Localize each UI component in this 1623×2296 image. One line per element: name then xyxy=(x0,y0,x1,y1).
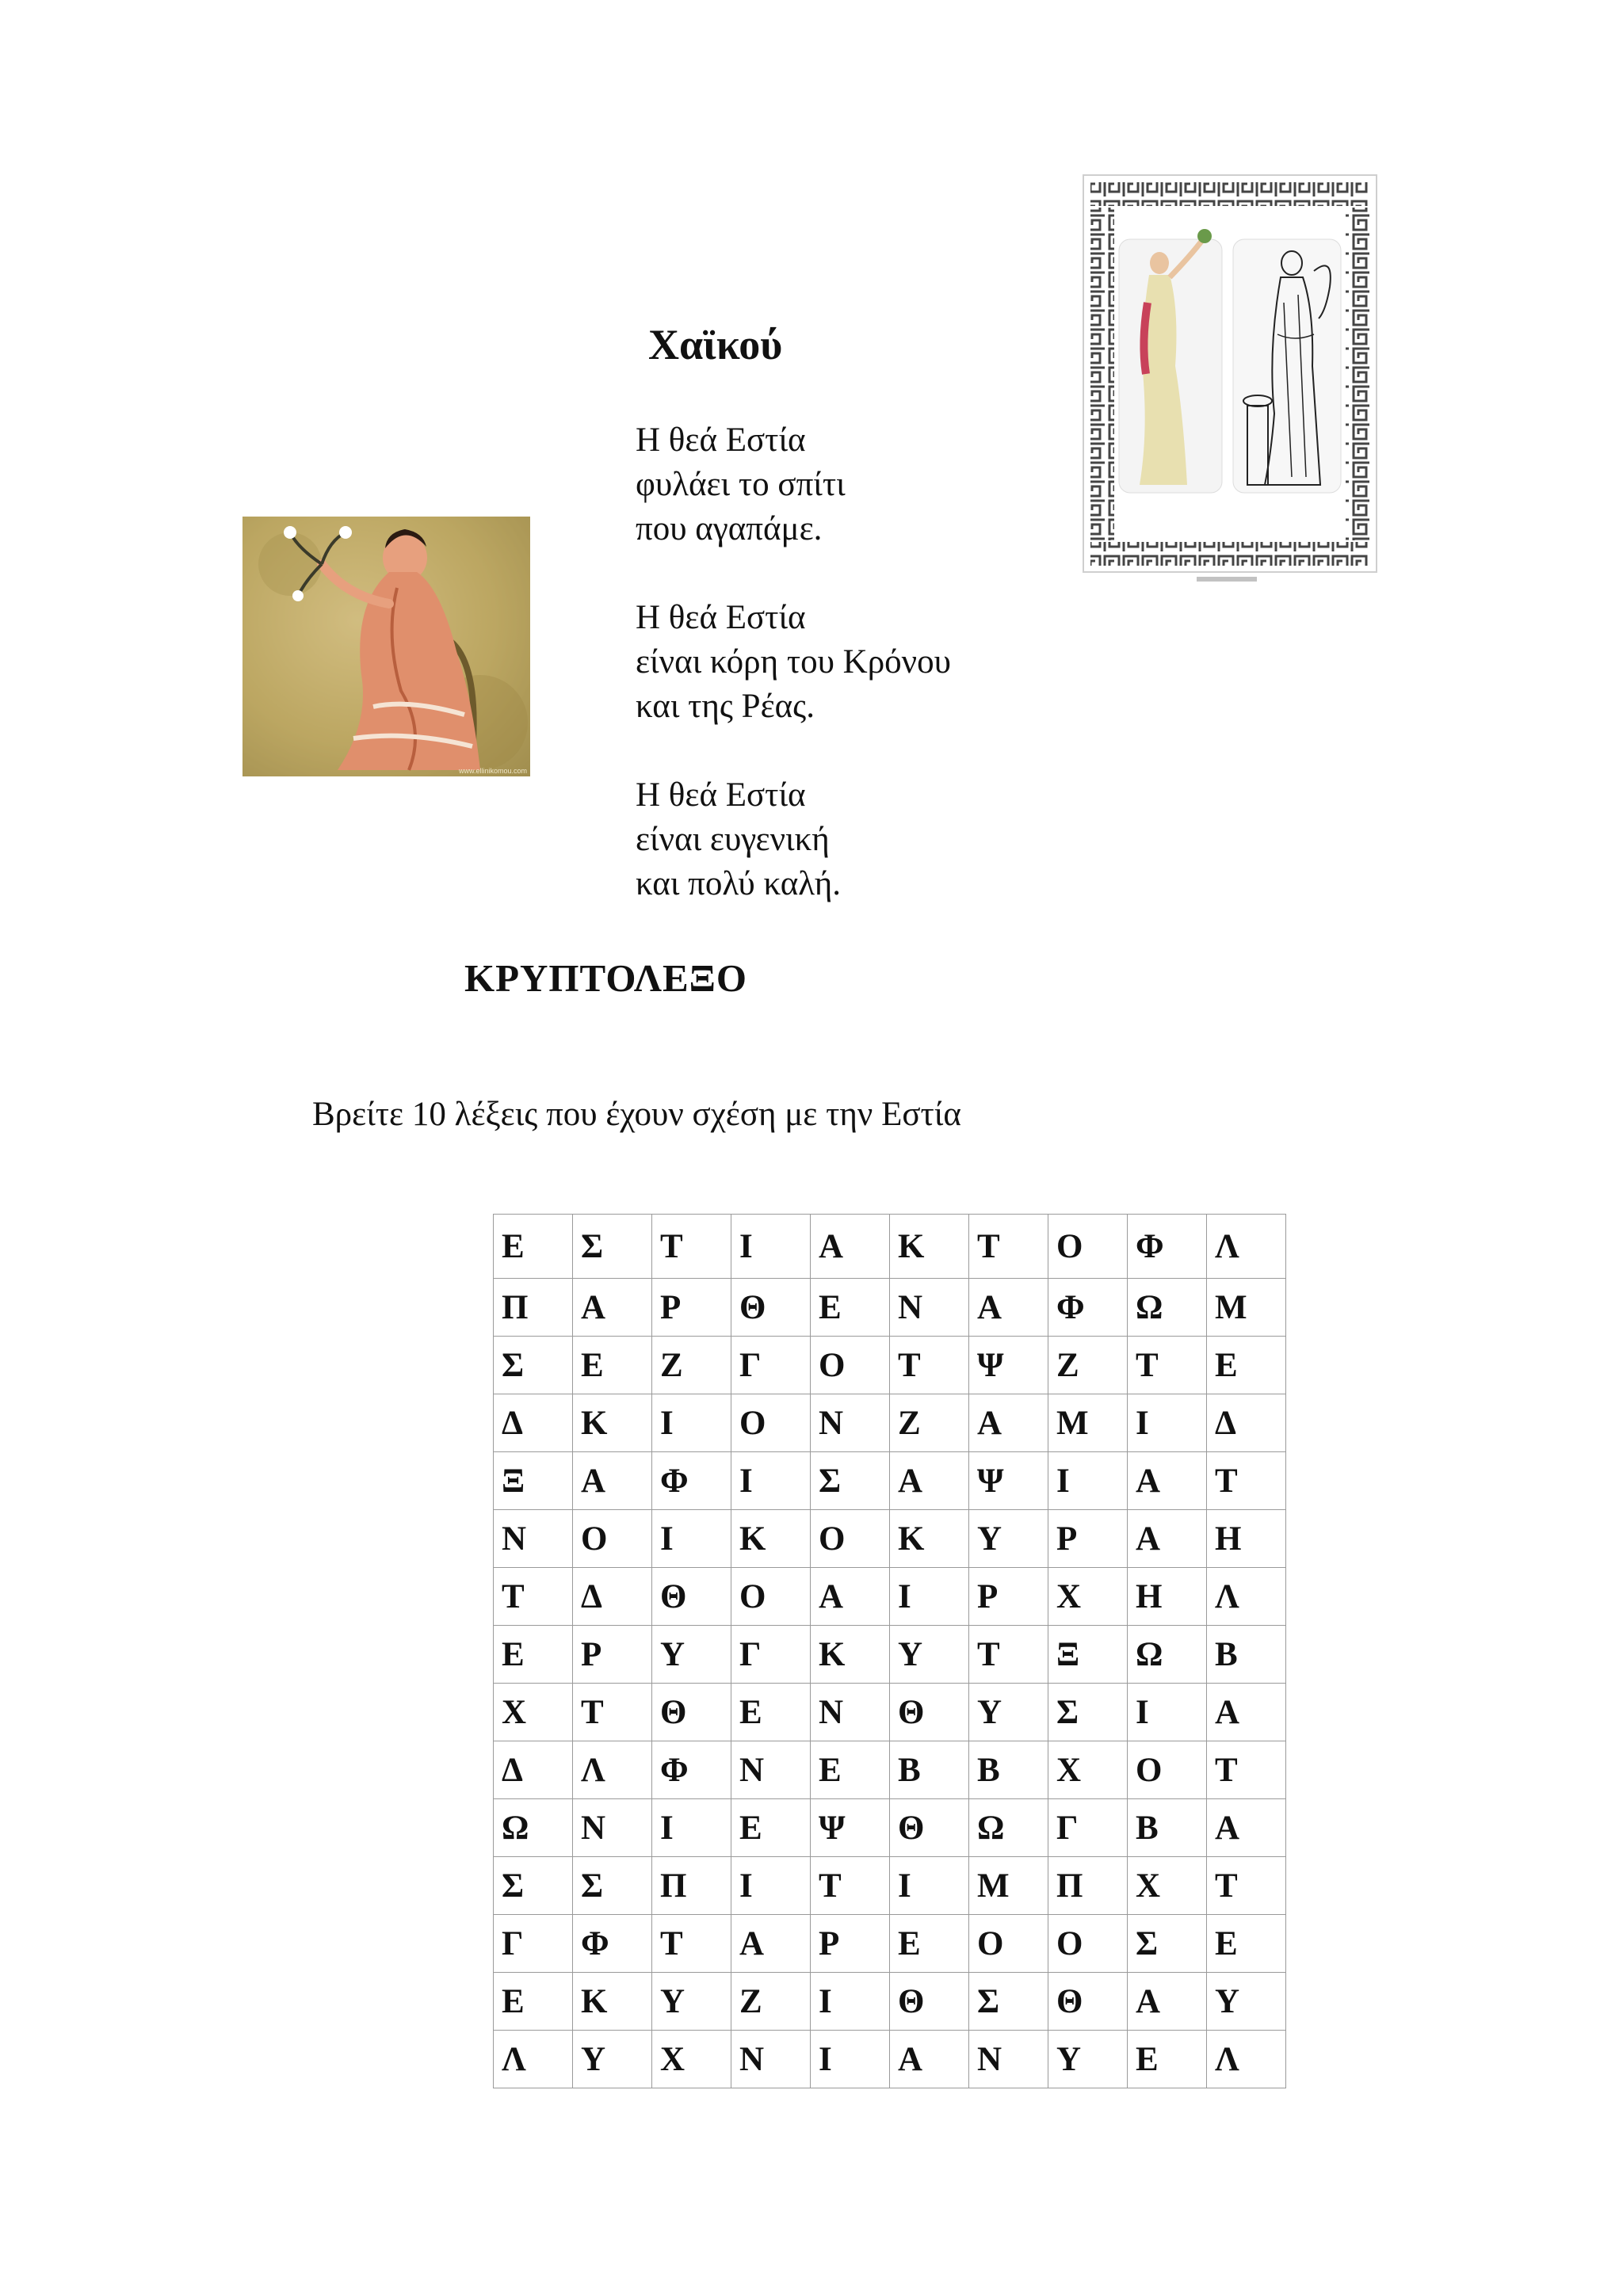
grid-row xyxy=(494,1684,1286,1741)
grid-cell: Λ xyxy=(573,1741,652,1799)
grid-cell: Ο xyxy=(969,1915,1048,1973)
fresco-watermark: www.ellinikomou.com xyxy=(458,767,527,775)
haiku-title: Χαϊκού xyxy=(648,321,783,368)
grid-cell: Ν xyxy=(731,1741,811,1799)
grid-cell: Υ xyxy=(1048,2031,1128,2088)
grid-cell: Α xyxy=(811,1568,890,1626)
grid-cell: Β xyxy=(969,1741,1048,1799)
grid-cell: Σ xyxy=(969,1973,1048,2031)
grid-cell: Ι xyxy=(811,2031,890,2088)
grid-cell: Φ xyxy=(573,1915,652,1973)
grid-cell: Ι xyxy=(1048,1452,1128,1510)
grid-cell: Υ xyxy=(969,1510,1048,1568)
grid-row xyxy=(494,1394,1286,1452)
haiku-line: και της Ρέας. xyxy=(636,688,815,725)
grid-cell: Θ xyxy=(890,1684,969,1741)
grid-cell: Ο xyxy=(1048,1915,1128,1973)
wordsearch-grid xyxy=(493,1214,1286,2088)
grid-cell: Ε xyxy=(494,1626,573,1684)
grid-cell: Δ xyxy=(494,1741,573,1799)
grid-cell: Ν xyxy=(969,2031,1048,2088)
grid-cell: Θ xyxy=(890,1973,969,2031)
grid-cell: Θ xyxy=(652,1684,731,1741)
grid-cell: Ψ xyxy=(969,1337,1048,1394)
grid-row xyxy=(494,1215,1286,1279)
grid-cell: Τ xyxy=(969,1215,1048,1279)
grid-cell: Ι xyxy=(890,1568,969,1626)
grid-cell: Η xyxy=(1207,1510,1286,1568)
grid-cell: Ι xyxy=(731,1857,811,1915)
grid-cell: Τ xyxy=(890,1337,969,1394)
grid-cell: Ε xyxy=(890,1915,969,1973)
grid-cell: Ζ xyxy=(731,1973,811,2031)
grid-cell: Ι xyxy=(731,1215,811,1279)
grid-cell: Ι xyxy=(1128,1394,1207,1452)
grid-cell: Β xyxy=(1207,1626,1286,1684)
grid-cell: Ρ xyxy=(969,1568,1048,1626)
haiku-line: φυλάει το σπίτι xyxy=(636,466,846,503)
grid-cell: Ν xyxy=(731,2031,811,2088)
grid-cell: Ψ xyxy=(811,1799,890,1857)
grid-cell: Α xyxy=(890,1452,969,1510)
grid-cell: Ο xyxy=(811,1510,890,1568)
grid-row xyxy=(494,1510,1286,1568)
grid-cell: Υ xyxy=(652,1973,731,2031)
grid-cell: Ε xyxy=(494,1215,573,1279)
grid-cell: Τ xyxy=(1207,1741,1286,1799)
grid-cell: Β xyxy=(1128,1799,1207,1857)
grid-cell: Α xyxy=(811,1215,890,1279)
grid-cell: Γ xyxy=(731,1337,811,1394)
grid-cell: Δ xyxy=(573,1568,652,1626)
grid-cell: Γ xyxy=(731,1626,811,1684)
wordsearch-title: ΚΡΥΠΤΟΛΕΞΟ xyxy=(464,956,747,1000)
grid-cell: Ρ xyxy=(652,1279,731,1337)
grid-cell: Ω xyxy=(1128,1626,1207,1684)
grid-cell: Σ xyxy=(1128,1915,1207,1973)
seated-goddess-icon xyxy=(242,517,530,776)
grid-cell: Φ xyxy=(652,1741,731,1799)
grid-cell: Ζ xyxy=(1048,1337,1128,1394)
grid-cell: Ρ xyxy=(1048,1510,1128,1568)
grid-cell: Ν xyxy=(573,1799,652,1857)
grid-cell: Υ xyxy=(573,2031,652,2088)
grid-cell: Ω xyxy=(1128,1279,1207,1337)
haiku-line: Η θεά Εστία xyxy=(636,599,806,636)
grid-cell: Υ xyxy=(890,1626,969,1684)
grid-cell: Ε xyxy=(573,1337,652,1394)
grid-cell: Ο xyxy=(731,1568,811,1626)
grid-cell: Ν xyxy=(811,1684,890,1741)
grid-cell: Ε xyxy=(811,1279,890,1337)
grid-cell: Λ xyxy=(1207,1215,1286,1279)
grid-cell: Σ xyxy=(494,1337,573,1394)
grid-cell: Ω xyxy=(494,1799,573,1857)
grid-cell: Κ xyxy=(731,1510,811,1568)
grid-cell: Χ xyxy=(494,1684,573,1741)
grid-cell: Ζ xyxy=(652,1337,731,1394)
hestia-fresco-image xyxy=(242,517,530,776)
grid-cell: Σ xyxy=(1048,1684,1128,1741)
grid-cell: Α xyxy=(1128,1510,1207,1568)
grid-cell: Τ xyxy=(652,1915,731,1973)
grid-row xyxy=(494,1973,1286,2031)
grid-cell: Τ xyxy=(969,1626,1048,1684)
haiku-line: είναι κόρη του Κρόνου xyxy=(636,643,951,681)
grid-cell: Ζ xyxy=(890,1394,969,1452)
image-credit-mark xyxy=(1195,574,1258,585)
grid-cell: Ψ xyxy=(969,1452,1048,1510)
grid-cell: Θ xyxy=(731,1279,811,1337)
grid-cell: Λ xyxy=(1207,1568,1286,1626)
grid-cell: Ρ xyxy=(811,1915,890,1973)
grid-row xyxy=(494,1741,1286,1799)
grid-cell: Τ xyxy=(1207,1452,1286,1510)
wordsearch-instruction: Βρείτε 10 λέξεις που έχουν σχέση με την Εστία xyxy=(312,1096,961,1133)
grid-cell: Ι xyxy=(1128,1684,1207,1741)
grid-cell: Κ xyxy=(890,1510,969,1568)
grid-cell: Ι xyxy=(890,1857,969,1915)
grid-cell: Χ xyxy=(1128,1857,1207,1915)
grid-cell: Σ xyxy=(573,1857,652,1915)
grid-cell: Ι xyxy=(652,1394,731,1452)
grid-cell: Μ xyxy=(1207,1279,1286,1337)
grid-cell: Μ xyxy=(969,1857,1048,1915)
grid-cell: Α xyxy=(890,2031,969,2088)
grid-cell: Φ xyxy=(652,1452,731,1510)
haiku-poem xyxy=(636,418,951,951)
grid-cell: Δ xyxy=(1207,1394,1286,1452)
grid-cell: Ο xyxy=(811,1337,890,1394)
grid-row xyxy=(494,1279,1286,1337)
grid-cell: Κ xyxy=(573,1394,652,1452)
grid-row xyxy=(494,1857,1286,1915)
haiku-stanza-2 xyxy=(636,596,951,729)
greek-key-frame-goddesses-icon xyxy=(1084,176,1376,571)
grid-cell: Λ xyxy=(1207,2031,1286,2088)
grid-cell: Α xyxy=(1207,1799,1286,1857)
grid-cell: Β xyxy=(890,1741,969,1799)
grid-cell: Ο xyxy=(1128,1741,1207,1799)
grid-cell: Ε xyxy=(1207,1915,1286,1973)
grid-cell: Π xyxy=(652,1857,731,1915)
grid-cell: Ε xyxy=(731,1799,811,1857)
haiku-stanza-3 xyxy=(636,773,951,906)
grid-cell: Ξ xyxy=(1048,1626,1128,1684)
haiku-line: Η θεά Εστία xyxy=(636,421,806,459)
grid-cell: Α xyxy=(969,1279,1048,1337)
grid-cell: Ε xyxy=(811,1741,890,1799)
grid-cell: Ν xyxy=(811,1394,890,1452)
wordsearch-grid-body xyxy=(494,1215,1286,2088)
grid-cell: Π xyxy=(1048,1857,1128,1915)
grid-cell: Τ xyxy=(1128,1337,1207,1394)
grid-cell: Α xyxy=(969,1394,1048,1452)
grid-cell: Ξ xyxy=(494,1452,573,1510)
haiku-line: που αγαπάμε. xyxy=(636,510,823,547)
grid-cell: Τ xyxy=(494,1568,573,1626)
grid-cell: Ε xyxy=(1207,1337,1286,1394)
grid-cell: Φ xyxy=(1128,1215,1207,1279)
grid-cell: Χ xyxy=(1048,1568,1128,1626)
haiku-line: είναι ευγενική xyxy=(636,821,830,858)
grid-cell: Σ xyxy=(494,1857,573,1915)
grid-cell: Θ xyxy=(890,1799,969,1857)
grid-cell: Υ xyxy=(969,1684,1048,1741)
grid-cell: Α xyxy=(1128,1973,1207,2031)
grid-cell: Τ xyxy=(652,1215,731,1279)
grid-row xyxy=(494,1626,1286,1684)
grid-cell: Ι xyxy=(811,1973,890,2031)
grid-cell: Σ xyxy=(811,1452,890,1510)
grid-cell: Ε xyxy=(1128,2031,1207,2088)
grid-cell: Ρ xyxy=(573,1626,652,1684)
grid-cell: Ι xyxy=(652,1799,731,1857)
grid-cell: Α xyxy=(731,1915,811,1973)
grid-cell: Ι xyxy=(731,1452,811,1510)
grid-cell: Α xyxy=(573,1452,652,1510)
grid-cell: Ο xyxy=(1048,1215,1128,1279)
grid-cell: Ε xyxy=(731,1684,811,1741)
grid-cell: Κ xyxy=(811,1626,890,1684)
grid-cell: Α xyxy=(573,1279,652,1337)
grid-cell: Τ xyxy=(573,1684,652,1741)
grid-cell: Ι xyxy=(652,1510,731,1568)
grid-cell: Θ xyxy=(652,1568,731,1626)
grid-cell: Δ xyxy=(494,1394,573,1452)
grid-cell: Υ xyxy=(652,1626,731,1684)
haiku-line: Η θεά Εστία xyxy=(636,776,806,814)
grid-row xyxy=(494,2031,1286,2088)
grid-row xyxy=(494,1452,1286,1510)
grid-cell: Α xyxy=(1207,1684,1286,1741)
grid-cell: Π xyxy=(494,1279,573,1337)
grid-row xyxy=(494,1799,1286,1857)
grid-cell: Θ xyxy=(1048,1973,1128,2031)
haiku-stanza-1 xyxy=(636,418,951,551)
grid-cell: Φ xyxy=(1048,1279,1128,1337)
grid-cell: Ω xyxy=(969,1799,1048,1857)
haiku-line: και πολύ καλή. xyxy=(636,865,841,902)
grid-row xyxy=(494,1915,1286,1973)
grid-cell: Υ xyxy=(1207,1973,1286,2031)
grid-cell: Ε xyxy=(494,1973,573,2031)
grid-cell: Ν xyxy=(890,1279,969,1337)
grid-cell: Μ xyxy=(1048,1394,1128,1452)
grid-cell: Χ xyxy=(652,2031,731,2088)
grid-cell: Ο xyxy=(573,1510,652,1568)
grid-cell: Ν xyxy=(494,1510,573,1568)
grid-cell: Χ xyxy=(1048,1741,1128,1799)
grid-cell: Ο xyxy=(731,1394,811,1452)
grid-cell: Γ xyxy=(1048,1799,1128,1857)
grid-cell: Λ xyxy=(494,2031,573,2088)
grid-row xyxy=(494,1568,1286,1626)
grid-cell: Α xyxy=(1128,1452,1207,1510)
grid-cell: Κ xyxy=(573,1973,652,2031)
grid-cell: Τ xyxy=(811,1857,890,1915)
grid-cell: Γ xyxy=(494,1915,573,1973)
greek-key-frame-image xyxy=(1083,174,1377,573)
grid-cell: Σ xyxy=(573,1215,652,1279)
grid-row xyxy=(494,1337,1286,1394)
grid-cell: Η xyxy=(1128,1568,1207,1626)
grid-cell: Τ xyxy=(1207,1857,1286,1915)
grid-cell: Κ xyxy=(890,1215,969,1279)
